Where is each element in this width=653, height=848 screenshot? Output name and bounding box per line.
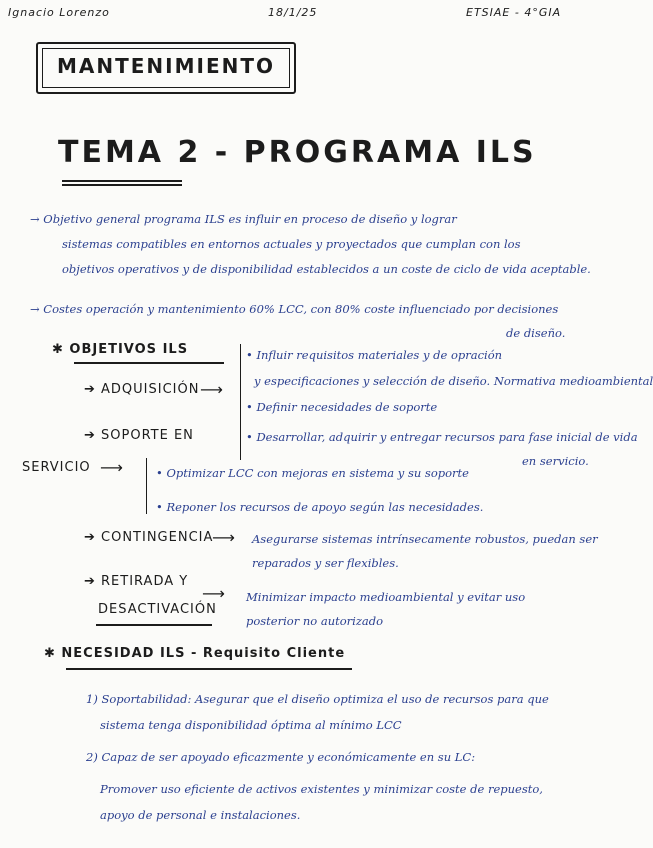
objetivos-underline xyxy=(74,362,224,364)
school-text: ETSIAE - 4°GIA xyxy=(466,6,562,19)
arrow-right-icon: ⟶ xyxy=(212,528,235,547)
retirada-label-2: DESACTIVACIÓN xyxy=(98,602,217,617)
soporte-label-2: SERVICIO xyxy=(22,460,91,475)
bracket xyxy=(146,458,153,514)
necesidad-item: 2) Capaz de ser apoyado eficazmente y económicamente en su LC: xyxy=(86,750,476,764)
arrow-right-icon: ⟶ xyxy=(202,584,225,603)
intro-line: de diseño. xyxy=(506,326,566,340)
retirada-item: Minimizar impacto medioambiental y evitar uso xyxy=(246,590,526,604)
adquisicion-item: en servicio. xyxy=(522,454,589,468)
adquisicion-label: ➔ ADQUISICIÓN xyxy=(84,382,200,397)
subject-title-box xyxy=(36,42,296,94)
necesidad-item: apoyo de personal e instalaciones. xyxy=(100,808,301,822)
necesidad-item: 1) Soportabilidad: Asegurar que el diseño optimiza el uso de recursos para que xyxy=(86,692,549,706)
retirada-label: ➔ RETIRADA Y xyxy=(84,574,189,589)
necesidad-underline xyxy=(66,668,352,670)
arrow-right-icon: ⟶ xyxy=(200,380,223,399)
contingencia-item: Asegurarse sistemas intrínsecamente robustos, puedan ser xyxy=(252,532,598,546)
intro-line: sistemas compatibles en entornos actuales y proyectados que cumplan con los xyxy=(62,237,521,251)
adquisicion-item: • Desarrollar, adquirir y entregar recursos para fase inicial de vida xyxy=(246,430,638,444)
intro-line: objetivos operativos y de disponibilidad establecidos a un coste de ciclo de vida aceptable. xyxy=(62,262,591,276)
necesidad-heading: ✱ NECESIDAD ILS - Requisito Cliente xyxy=(44,646,346,661)
contingencia-label: ➔ CONTINGENCIA xyxy=(84,530,214,545)
retirada-item: posterior no autorizado xyxy=(246,614,384,628)
objetivos-heading: ✱ OBJETIVOS ILS xyxy=(52,342,189,357)
retirada-underline xyxy=(96,624,212,626)
author-name: Ignacio Lorenzo xyxy=(8,6,110,19)
soporte-item: • Optimizar LCC con mejoras en sistema y su soporte xyxy=(156,466,469,480)
contingencia-item: reparados y ser flexibles. xyxy=(252,556,399,570)
date-text: 18/1/25 xyxy=(268,6,318,19)
subject-title: MANTENIMIENTO xyxy=(57,54,275,78)
intro-line: → Costes operación y mantenimiento 60% LCC, con 80% coste influenciado por decisiones xyxy=(30,302,559,316)
soporte-label: ➔ SOPORTE EN xyxy=(84,428,194,443)
necesidad-item: Promover uso eficiente de activos existentes y minimizar coste de repuesto, xyxy=(100,782,543,796)
necesidad-item: sistema tenga disponibilidad óptima al mínimo LCC xyxy=(100,718,402,732)
page-title: TEMA 2 - PROGRAMA ILS xyxy=(58,135,537,170)
arrow-right-icon: ⟶ xyxy=(100,458,123,477)
adquisicion-item: • Definir necesidades de soporte xyxy=(246,400,438,414)
intro-line: → Objetivo general programa ILS es influir en proceso de diseño y lograr xyxy=(30,212,457,226)
title-underline-2 xyxy=(62,184,182,186)
adquisicion-item: y especificaciones y selección de diseño. Normativa medioambiental xyxy=(254,374,653,388)
soporte-item: • Reponer los recursos de apoyo según las necesidades. xyxy=(156,500,484,514)
title-underline xyxy=(62,180,182,182)
adquisicion-item: • Influir requisitos materiales y de opración xyxy=(246,348,503,362)
